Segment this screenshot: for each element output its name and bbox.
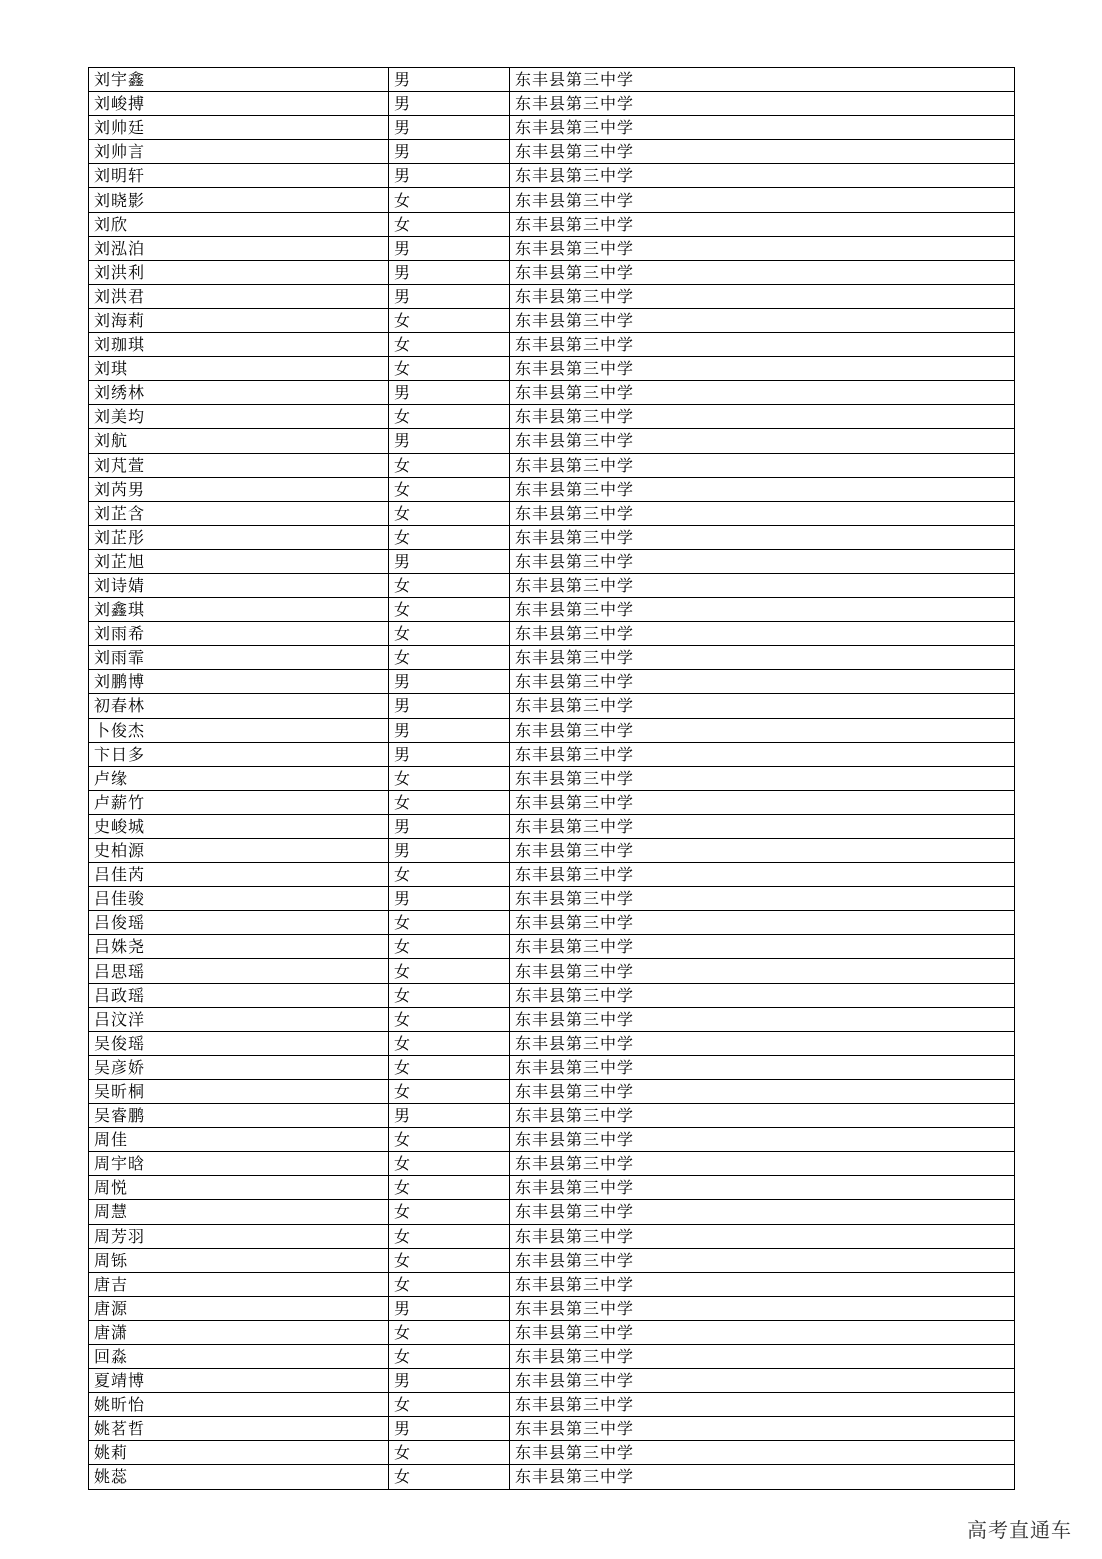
school-cell: 东丰县第三中学	[510, 68, 1015, 92]
student-name-cell: 姚莉	[89, 1441, 389, 1465]
gender-cell: 女	[389, 766, 510, 790]
table-row	[89, 1369, 1015, 1393]
gender-cell: 男	[389, 236, 510, 260]
student-name-cell: 刘明轩	[89, 164, 389, 188]
table-row	[89, 1248, 1015, 1272]
student-name-cell: 吴彦娇	[89, 1055, 389, 1079]
gender-cell: 男	[389, 68, 510, 92]
student-name-cell: 刘雨霏	[89, 646, 389, 670]
student-name-cell: 刘晓影	[89, 188, 389, 212]
table-row	[89, 814, 1015, 838]
table-row	[89, 92, 1015, 116]
gender-cell: 女	[389, 1248, 510, 1272]
student-name-cell: 周铄	[89, 1248, 389, 1272]
table-row	[89, 1079, 1015, 1103]
school-cell: 东丰县第三中学	[510, 839, 1015, 863]
student-name-cell: 刘海莉	[89, 308, 389, 332]
school-cell: 东丰县第三中学	[510, 1152, 1015, 1176]
student-name-cell: 唐源	[89, 1296, 389, 1320]
student-name-cell: 刘芷旭	[89, 549, 389, 573]
gender-cell: 男	[389, 140, 510, 164]
student-name-cell: 吕思瑶	[89, 959, 389, 983]
school-cell: 东丰县第三中学	[510, 1369, 1015, 1393]
gender-cell: 男	[389, 1369, 510, 1393]
school-cell: 东丰县第三中学	[510, 1465, 1015, 1489]
table-row	[89, 1176, 1015, 1200]
school-cell: 东丰县第三中学	[510, 1224, 1015, 1248]
gender-cell: 男	[389, 429, 510, 453]
table-row	[89, 911, 1015, 935]
school-cell: 东丰县第三中学	[510, 1176, 1015, 1200]
school-cell: 东丰县第三中学	[510, 188, 1015, 212]
table-row	[89, 1128, 1015, 1152]
student-name-cell: 刘欣	[89, 212, 389, 236]
student-name-cell: 刘诗婧	[89, 573, 389, 597]
table-row	[89, 1441, 1015, 1465]
table-row	[89, 1007, 1015, 1031]
table-row	[89, 429, 1015, 453]
school-cell: 东丰县第三中学	[510, 381, 1015, 405]
table-row	[89, 694, 1015, 718]
table-row	[89, 863, 1015, 887]
student-name-cell: 刘鹏博	[89, 670, 389, 694]
table-row	[89, 718, 1015, 742]
school-cell: 东丰县第三中学	[510, 1007, 1015, 1031]
gender-cell: 男	[389, 381, 510, 405]
table-row	[89, 453, 1015, 477]
student-name-cell: 卜俊杰	[89, 718, 389, 742]
student-name-cell: 姚昕怡	[89, 1393, 389, 1417]
student-name-cell: 史峻城	[89, 814, 389, 838]
student-name-cell: 卞日多	[89, 742, 389, 766]
school-cell: 东丰县第三中学	[510, 1128, 1015, 1152]
table-row	[89, 164, 1015, 188]
table-row	[89, 1465, 1015, 1489]
school-cell: 东丰县第三中学	[510, 935, 1015, 959]
student-name-cell: 周悦	[89, 1176, 389, 1200]
school-cell: 东丰县第三中学	[510, 429, 1015, 453]
gender-cell: 女	[389, 959, 510, 983]
student-name-cell: 刘芮男	[89, 477, 389, 501]
student-name-cell: 吕佳骏	[89, 887, 389, 911]
table-row	[89, 236, 1015, 260]
table-row	[89, 1200, 1015, 1224]
table-row	[89, 742, 1015, 766]
student-roster-table	[88, 67, 1015, 1490]
school-cell: 东丰县第三中学	[510, 140, 1015, 164]
school-cell: 东丰县第三中学	[510, 1055, 1015, 1079]
gender-cell: 男	[389, 1296, 510, 1320]
student-name-cell: 唐潇	[89, 1320, 389, 1344]
student-name-cell: 刘帅廷	[89, 116, 389, 140]
gender-cell: 女	[389, 188, 510, 212]
table-row	[89, 1224, 1015, 1248]
table-row	[89, 477, 1015, 501]
student-name-cell: 吴俊瑶	[89, 1031, 389, 1055]
table-row	[89, 188, 1015, 212]
school-cell: 东丰县第三中学	[510, 477, 1015, 501]
school-cell: 东丰县第三中学	[510, 405, 1015, 429]
gender-cell: 男	[389, 814, 510, 838]
gender-cell: 女	[389, 622, 510, 646]
table-row	[89, 284, 1015, 308]
school-cell: 东丰县第三中学	[510, 308, 1015, 332]
table-row	[89, 790, 1015, 814]
school-cell: 东丰县第三中学	[510, 1344, 1015, 1368]
school-cell: 东丰县第三中学	[510, 549, 1015, 573]
school-cell: 东丰县第三中学	[510, 1079, 1015, 1103]
gender-cell: 女	[389, 911, 510, 935]
table-row	[89, 646, 1015, 670]
student-name-cell: 吕汶洋	[89, 1007, 389, 1031]
student-name-cell: 史柏源	[89, 839, 389, 863]
gender-cell: 女	[389, 308, 510, 332]
gender-cell: 男	[389, 549, 510, 573]
gender-cell: 男	[389, 1104, 510, 1128]
gender-cell: 男	[389, 92, 510, 116]
table-row	[89, 598, 1015, 622]
table-row	[89, 260, 1015, 284]
student-name-cell: 吕姝尧	[89, 935, 389, 959]
gender-cell: 女	[389, 1055, 510, 1079]
student-name-cell: 刘珈琪	[89, 333, 389, 357]
student-name-cell: 刘鑫琪	[89, 598, 389, 622]
gender-cell: 男	[389, 284, 510, 308]
student-name-cell: 吕政瑶	[89, 983, 389, 1007]
table-row	[89, 935, 1015, 959]
school-cell: 东丰县第三中学	[510, 1200, 1015, 1224]
school-cell: 东丰县第三中学	[510, 1248, 1015, 1272]
table-row	[89, 1393, 1015, 1417]
school-cell: 东丰县第三中学	[510, 646, 1015, 670]
school-cell: 东丰县第三中学	[510, 598, 1015, 622]
school-cell: 东丰县第三中学	[510, 525, 1015, 549]
gender-cell: 男	[389, 116, 510, 140]
student-name-cell: 刘雨希	[89, 622, 389, 646]
gender-cell: 女	[389, 1079, 510, 1103]
school-cell: 东丰县第三中学	[510, 357, 1015, 381]
gender-cell: 女	[389, 1320, 510, 1344]
school-cell: 东丰县第三中学	[510, 501, 1015, 525]
school-cell: 东丰县第三中学	[510, 212, 1015, 236]
student-name-cell: 刘洪利	[89, 260, 389, 284]
table-row	[89, 573, 1015, 597]
table-row	[89, 839, 1015, 863]
table-row	[89, 68, 1015, 92]
watermark-text: 高考直通车	[967, 1518, 1072, 1542]
table-row	[89, 983, 1015, 1007]
gender-cell: 女	[389, 598, 510, 622]
gender-cell: 女	[389, 646, 510, 670]
student-name-cell: 刘美均	[89, 405, 389, 429]
table-row	[89, 1104, 1015, 1128]
table-row	[89, 1417, 1015, 1441]
gender-cell: 女	[389, 1152, 510, 1176]
gender-cell: 女	[389, 1200, 510, 1224]
table-row	[89, 622, 1015, 646]
school-cell: 东丰县第三中学	[510, 814, 1015, 838]
gender-cell: 女	[389, 863, 510, 887]
student-name-cell: 周芳羽	[89, 1224, 389, 1248]
school-cell: 东丰县第三中学	[510, 1272, 1015, 1296]
table-row	[89, 1055, 1015, 1079]
gender-cell: 女	[389, 1465, 510, 1489]
school-cell: 东丰县第三中学	[510, 983, 1015, 1007]
school-cell: 东丰县第三中学	[510, 959, 1015, 983]
school-cell: 东丰县第三中学	[510, 1417, 1015, 1441]
student-name-cell: 卢薪竹	[89, 790, 389, 814]
school-cell: 东丰县第三中学	[510, 260, 1015, 284]
student-name-cell: 刘芃萱	[89, 453, 389, 477]
gender-cell: 女	[389, 935, 510, 959]
student-name-cell: 吴睿鹏	[89, 1104, 389, 1128]
school-cell: 东丰县第三中学	[510, 1031, 1015, 1055]
school-cell: 东丰县第三中学	[510, 718, 1015, 742]
student-name-cell: 卢缘	[89, 766, 389, 790]
gender-cell: 女	[389, 405, 510, 429]
table-row	[89, 959, 1015, 983]
gender-cell: 男	[389, 260, 510, 284]
table-row	[89, 212, 1015, 236]
student-name-cell: 吕佳芮	[89, 863, 389, 887]
table-row	[89, 308, 1015, 332]
gender-cell: 男	[389, 839, 510, 863]
school-cell: 东丰县第三中学	[510, 1441, 1015, 1465]
table-row	[89, 1152, 1015, 1176]
gender-cell: 男	[389, 164, 510, 188]
table-row	[89, 381, 1015, 405]
gender-cell: 女	[389, 1272, 510, 1296]
student-name-cell: 唐吉	[89, 1272, 389, 1296]
gender-cell: 女	[389, 525, 510, 549]
gender-cell: 男	[389, 1417, 510, 1441]
gender-cell: 女	[389, 1007, 510, 1031]
table-row	[89, 116, 1015, 140]
student-name-cell: 刘峻搏	[89, 92, 389, 116]
table-row	[89, 1344, 1015, 1368]
school-cell: 东丰县第三中学	[510, 790, 1015, 814]
gender-cell: 女	[389, 477, 510, 501]
school-cell: 东丰县第三中学	[510, 92, 1015, 116]
school-cell: 东丰县第三中学	[510, 164, 1015, 188]
school-cell: 东丰县第三中学	[510, 887, 1015, 911]
table-row	[89, 357, 1015, 381]
school-cell: 东丰县第三中学	[510, 1320, 1015, 1344]
table-row	[89, 140, 1015, 164]
gender-cell: 男	[389, 718, 510, 742]
school-cell: 东丰县第三中学	[510, 116, 1015, 140]
gender-cell: 女	[389, 1128, 510, 1152]
gender-cell: 女	[389, 501, 510, 525]
gender-cell: 女	[389, 1441, 510, 1465]
student-name-cell: 刘航	[89, 429, 389, 453]
table-row	[89, 549, 1015, 573]
school-cell: 东丰县第三中学	[510, 670, 1015, 694]
student-name-cell: 周慧	[89, 1200, 389, 1224]
gender-cell: 女	[389, 333, 510, 357]
student-name-cell: 刘芷含	[89, 501, 389, 525]
student-name-cell: 刘芷彤	[89, 525, 389, 549]
gender-cell: 女	[389, 453, 510, 477]
gender-cell: 男	[389, 742, 510, 766]
gender-cell: 女	[389, 1176, 510, 1200]
school-cell: 东丰县第三中学	[510, 766, 1015, 790]
gender-cell: 男	[389, 887, 510, 911]
school-cell: 东丰县第三中学	[510, 1393, 1015, 1417]
table-row	[89, 1031, 1015, 1055]
gender-cell: 女	[389, 983, 510, 1007]
student-name-cell: 周宇晗	[89, 1152, 389, 1176]
table-row	[89, 766, 1015, 790]
student-name-cell: 刘洪君	[89, 284, 389, 308]
student-name-cell: 夏靖博	[89, 1369, 389, 1393]
table-row	[89, 1320, 1015, 1344]
gender-cell: 女	[389, 357, 510, 381]
table-row	[89, 1272, 1015, 1296]
table-row	[89, 670, 1015, 694]
table-row	[89, 525, 1015, 549]
student-name-cell: 刘琪	[89, 357, 389, 381]
gender-cell: 女	[389, 1224, 510, 1248]
table-row	[89, 887, 1015, 911]
gender-cell: 女	[389, 573, 510, 597]
school-cell: 东丰县第三中学	[510, 453, 1015, 477]
student-name-cell: 吴昕桐	[89, 1079, 389, 1103]
student-name-cell: 初春林	[89, 694, 389, 718]
school-cell: 东丰县第三中学	[510, 863, 1015, 887]
student-name-cell: 姚蕊	[89, 1465, 389, 1489]
school-cell: 东丰县第三中学	[510, 1296, 1015, 1320]
school-cell: 东丰县第三中学	[510, 622, 1015, 646]
gender-cell: 男	[389, 694, 510, 718]
student-name-cell: 吕俊瑶	[89, 911, 389, 935]
student-name-cell: 回淼	[89, 1344, 389, 1368]
gender-cell: 女	[389, 1031, 510, 1055]
student-name-cell: 周佳	[89, 1128, 389, 1152]
gender-cell: 女	[389, 1344, 510, 1368]
table-row	[89, 333, 1015, 357]
table-row	[89, 501, 1015, 525]
gender-cell: 女	[389, 212, 510, 236]
school-cell: 东丰县第三中学	[510, 742, 1015, 766]
gender-cell: 男	[389, 670, 510, 694]
school-cell: 东丰县第三中学	[510, 911, 1015, 935]
school-cell: 东丰县第三中学	[510, 236, 1015, 260]
student-name-cell: 刘绣林	[89, 381, 389, 405]
student-name-cell: 刘帅言	[89, 140, 389, 164]
roster-body	[89, 68, 1015, 1490]
table-row	[89, 405, 1015, 429]
table-row	[89, 1296, 1015, 1320]
student-name-cell: 刘宇鑫	[89, 68, 389, 92]
school-cell: 东丰县第三中学	[510, 333, 1015, 357]
gender-cell: 女	[389, 790, 510, 814]
school-cell: 东丰县第三中学	[510, 573, 1015, 597]
gender-cell: 女	[389, 1393, 510, 1417]
student-name-cell: 姚茗哲	[89, 1417, 389, 1441]
student-name-cell: 刘泓泊	[89, 236, 389, 260]
school-cell: 东丰县第三中学	[510, 694, 1015, 718]
school-cell: 东丰县第三中学	[510, 284, 1015, 308]
school-cell: 东丰县第三中学	[510, 1104, 1015, 1128]
